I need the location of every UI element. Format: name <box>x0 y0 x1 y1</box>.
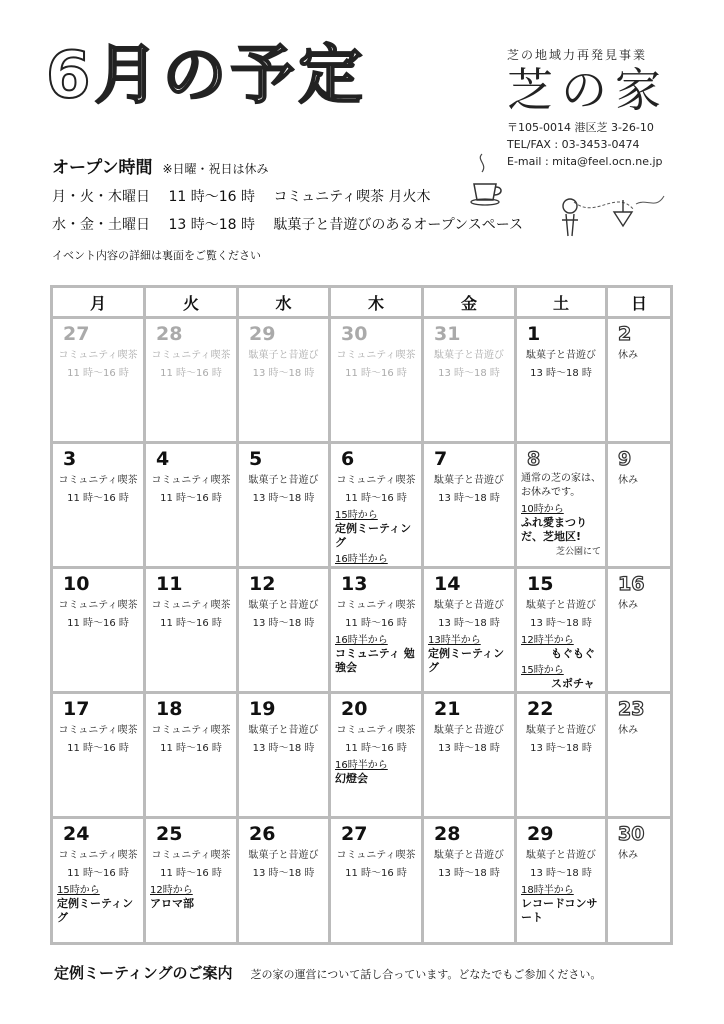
event-time: 10時から <box>521 504 564 515</box>
activity-hours: 11 時〜16 時 <box>345 618 407 629</box>
event-time: 16時半から <box>335 635 388 646</box>
day-cell <box>146 694 239 819</box>
hours-row-2-desc: 駄菓子と昔遊びのあるオープンスペース <box>273 217 524 233</box>
activity-name: 駄菓子と昔遊び <box>526 725 596 736</box>
footer-text: 芝の家の運営について話し合っています。どなたでもご参加ください。 <box>250 968 602 981</box>
closed-label: 休み <box>618 850 638 861</box>
closed-label: 休み <box>618 350 638 361</box>
page-title: 6月の予定 <box>46 39 367 113</box>
event-time: 16時半から <box>335 554 388 565</box>
activity-name: コミュニティ喫茶 <box>151 600 231 611</box>
day-number: 12 <box>249 573 276 595</box>
activity-name: コミュニティ喫茶 <box>58 600 138 611</box>
org-info <box>507 46 697 170</box>
activity-name: コミュニティ喫茶 <box>151 850 231 861</box>
day-cell <box>53 694 146 819</box>
weekday-header: 木 <box>331 288 424 319</box>
activity-hours: 11 時〜16 時 <box>345 743 407 754</box>
activity-hours: 11 時〜16 時 <box>67 368 129 379</box>
activity-name: 駄菓子と昔遊び <box>434 600 504 611</box>
day-cell <box>146 319 239 444</box>
activity-hours: 11 時〜16 時 <box>67 493 129 504</box>
day-cell <box>53 819 146 945</box>
day-cell <box>424 694 517 819</box>
event-time: 15時から <box>521 665 564 676</box>
activity-hours: 11 時〜16 時 <box>67 743 129 754</box>
event-time: 13時半から <box>428 635 481 646</box>
activity-name: 駄菓子と昔遊び <box>434 475 504 486</box>
weekday-header: 金 <box>424 288 517 319</box>
day-number: 31 <box>434 323 461 345</box>
activity-hours: 11 時〜16 時 <box>345 493 407 504</box>
calendar-grid <box>50 285 673 945</box>
day-number: 28 <box>156 323 183 345</box>
activity-name: コミュニティ喫茶 <box>58 725 138 736</box>
day-number: 6 <box>341 448 355 470</box>
day-cell <box>424 569 517 694</box>
event-title: アロマ部 <box>150 897 194 910</box>
activity-name: 駄菓子と昔遊び <box>526 600 596 611</box>
activity-hours: 11 時〜16 時 <box>67 868 129 879</box>
activity-name: コミュニティ喫茶 <box>336 725 416 736</box>
day-cell <box>424 319 517 444</box>
activity-hours: 13 時〜18 時 <box>438 743 500 754</box>
event-time: 15時から <box>335 510 378 521</box>
day-number: 25 <box>156 823 183 845</box>
day-number: 21 <box>434 698 461 720</box>
activity-name: 駄菓子と昔遊び <box>248 350 319 361</box>
activity-name: 駄菓子と昔遊び <box>248 475 319 486</box>
day-number: 16 <box>618 573 645 595</box>
day-cell <box>331 444 424 569</box>
activity-name: 駄菓子と昔遊び <box>248 725 319 736</box>
day-number: 18 <box>156 698 183 720</box>
hours-row-2-days: 水・金・土曜日 <box>52 217 150 233</box>
event-detail-note: イベント内容の詳細は裏面をご覧ください <box>52 249 261 262</box>
activity-hours: 11 時〜16 時 <box>67 618 129 629</box>
event-title: もぐもぐ <box>551 647 595 660</box>
day-cell <box>146 444 239 569</box>
day-number: 17 <box>63 698 90 720</box>
day-number: 19 <box>249 698 276 720</box>
day-cell <box>53 319 146 444</box>
event-title: コミュニティ 勉強会 <box>335 647 415 674</box>
day-number: 26 <box>249 823 276 845</box>
event-title: ふれ愛まつりだ、芝地区! <box>521 516 587 543</box>
activity-hours: 13 時〜18 時 <box>438 368 500 379</box>
event-time: 15時から <box>57 885 100 896</box>
day-cell <box>331 569 424 694</box>
day-number: 20 <box>341 698 368 720</box>
hours-heading: オープン時間 <box>52 158 153 178</box>
activity-hours: 13 時〜18 時 <box>438 618 500 629</box>
day-cell <box>424 444 517 569</box>
hours-note: ※日曜・祝日は休み <box>162 162 269 176</box>
activity-name: 駄菓子と昔遊び <box>248 850 319 861</box>
day-number: 3 <box>63 448 77 470</box>
activity-name: 駄菓子と昔遊び <box>526 350 596 361</box>
activity-name: コミュニティ喫茶 <box>336 600 416 611</box>
day-number: 5 <box>249 448 263 470</box>
activity-name: コミュニティ喫茶 <box>58 475 138 486</box>
org-phone: TEL/FAX : 03-3453-0474 <box>507 138 640 151</box>
event-time: 16時半から <box>335 760 388 771</box>
day-cell <box>517 319 608 444</box>
day-cell <box>239 444 331 569</box>
day-number: 13 <box>341 573 368 595</box>
weekday-header: 日 <box>608 288 670 319</box>
day-number: 14 <box>434 573 461 595</box>
activity-hours: 11 時〜16 時 <box>160 618 222 629</box>
org-name: 芝の家 <box>507 63 669 117</box>
activity-name: 駄菓子と昔遊び <box>248 600 319 611</box>
day-number: 29 <box>527 823 554 845</box>
event-time: 18時半から <box>521 885 574 896</box>
weekday-header: 月 <box>53 288 146 319</box>
activity-hours: 13 時〜18 時 <box>530 368 592 379</box>
weekday-header: 土 <box>517 288 608 319</box>
day-number: 27 <box>341 823 368 845</box>
footer <box>54 962 601 983</box>
activity-name: コミュニティ喫茶 <box>336 350 416 361</box>
day-cell <box>608 694 670 819</box>
day-number: 9 <box>618 448 632 470</box>
day-number: 29 <box>249 323 276 345</box>
closed-label: 休み <box>618 475 638 486</box>
day-cell <box>53 444 146 569</box>
activity-hours: 13 時〜18 時 <box>252 368 315 379</box>
day-cell <box>53 569 146 694</box>
activity-hours: 11 時〜16 時 <box>160 493 222 504</box>
day-cell <box>517 569 608 694</box>
activity-name: 駄菓子と昔遊び <box>434 725 504 736</box>
activity-name: コミュニティ喫茶 <box>336 475 416 486</box>
activity-hours: 11 時〜16 時 <box>345 368 407 379</box>
activity-hours: 11 時〜16 時 <box>345 868 407 879</box>
activity-hours: 13 時〜18 時 <box>252 618 315 629</box>
event-time: 12時半から <box>521 635 574 646</box>
event-time: 12時から <box>150 885 193 896</box>
activity-name: コミュニティ喫茶 <box>151 475 231 486</box>
day-number: 4 <box>156 448 170 470</box>
day-number: 2 <box>618 323 632 345</box>
hours-row-1-days: 月・火・木曜日 <box>52 189 150 205</box>
event-title: レコードコンサート <box>521 897 598 924</box>
activity-name: 駄菓子と昔遊び <box>434 850 504 861</box>
day-number: 10 <box>63 573 90 595</box>
activity-hours: 13 時〜18 時 <box>252 493 315 504</box>
day-cell <box>517 819 608 945</box>
day-cell <box>146 569 239 694</box>
org-email[interactable]: E-mail : mita@feel.ocn.ne.jp <box>507 155 663 168</box>
activity-name: コミュニティ喫茶 <box>336 850 416 861</box>
day-number: 8 <box>527 448 541 470</box>
event-title: 幻燈会 <box>335 772 368 785</box>
org-address: 〒105-0014 港区芝 3-26-10 <box>507 121 654 134</box>
activity-name: 駄菓子と昔遊び <box>434 350 504 361</box>
day-cell <box>517 694 608 819</box>
event-title: 定例ミーティング <box>335 522 412 549</box>
day-cell <box>331 694 424 819</box>
day-number: 1 <box>527 323 541 345</box>
day-cell <box>608 444 670 569</box>
day-cell <box>608 569 670 694</box>
day-cell <box>239 569 331 694</box>
day-cell <box>239 319 331 444</box>
activity-name: コミュニティ喫茶 <box>58 350 138 361</box>
day-cell <box>517 444 608 569</box>
activity-name: 駄菓子と昔遊び <box>526 850 596 861</box>
org-subtitle: 芝の地域力再発見事業 <box>507 48 648 62</box>
activity-name: コミュニティ喫茶 <box>58 850 138 861</box>
day-number: 30 <box>618 823 645 845</box>
day-cell <box>239 694 331 819</box>
activity-hours: 13 時〜18 時 <box>438 868 500 879</box>
day-number: 7 <box>434 448 448 470</box>
activity-hours: 13 時〜18 時 <box>530 618 592 629</box>
day-cell <box>424 819 517 945</box>
day-number: 23 <box>618 698 645 720</box>
day-number: 11 <box>156 573 183 595</box>
closed-label: 休み <box>618 600 638 611</box>
activity-hours: 11 時〜16 時 <box>160 743 222 754</box>
footer-title: 定例ミーティングのご案内 <box>54 964 233 982</box>
day-cell <box>146 819 239 945</box>
day-cell <box>239 819 331 945</box>
day-number: 15 <box>527 573 554 595</box>
day-cell <box>608 319 670 444</box>
hours-row-2-time: 13 時〜18 時 <box>168 217 255 233</box>
activity-hours: 13 時〜18 時 <box>530 743 592 754</box>
day-cell <box>608 819 670 945</box>
event-location: 芝公園にて <box>555 547 601 557</box>
event-title: 定例ミーティング <box>57 897 134 924</box>
activity-hours: 11 時〜16 時 <box>160 868 222 879</box>
coffee-cup-icon <box>470 150 504 206</box>
day-number: 27 <box>63 323 90 345</box>
day-number: 28 <box>434 823 461 845</box>
weekday-header: 火 <box>146 288 239 319</box>
day-number: 30 <box>341 323 368 345</box>
hours-row-1-time: 11 時〜16 時 <box>168 189 255 205</box>
day-cell <box>331 319 424 444</box>
day-number: 24 <box>63 823 90 845</box>
activity-hours: 13 時〜18 時 <box>438 493 500 504</box>
hours-row-1-desc: コミュニティ喫茶 月火木 <box>273 189 431 205</box>
event-title: 定例ミーティング <box>428 647 505 674</box>
kendama-icon <box>556 190 668 240</box>
day-note: 通常の芝の家は、お休みです。 <box>521 473 601 498</box>
activity-name: コミュニティ喫茶 <box>151 725 231 736</box>
activity-name: コミュニティ喫茶 <box>151 350 231 361</box>
activity-hours: 13 時〜18 時 <box>252 868 315 879</box>
activity-hours: 13 時〜18 時 <box>252 743 315 754</box>
day-cell <box>331 819 424 945</box>
weekday-header: 水 <box>239 288 331 319</box>
closed-label: 休み <box>618 725 638 736</box>
day-number: 22 <box>527 698 554 720</box>
activity-hours: 11 時〜16 時 <box>160 368 222 379</box>
activity-hours: 13 時〜18 時 <box>530 868 592 879</box>
event-title: スポチャ <box>551 677 595 690</box>
